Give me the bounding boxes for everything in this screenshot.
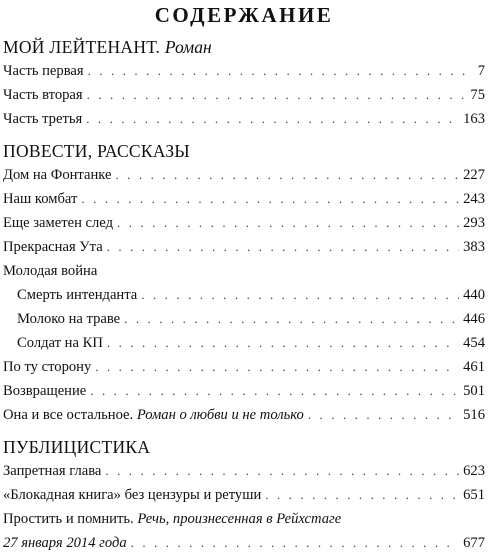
dot-leader	[90, 379, 459, 403]
toc-entry-title: Прекрасная Ута	[3, 239, 103, 255]
section-heading-my-lieutenant	[3, 35, 485, 59]
toc-entry-title: Дом на Фонтанке	[3, 167, 112, 183]
toc-entry-page: 454	[463, 335, 485, 351]
toc-entry[interactable]	[3, 83, 485, 107]
section-heading-text: МОЙ ЛЕЙТЕНАНТ.	[3, 37, 161, 57]
dot-leader	[105, 459, 459, 483]
toc-entry-page: 163	[463, 111, 485, 127]
section-heading-publicism	[3, 435, 485, 459]
dot-leader	[117, 211, 459, 235]
toc-entry-subtitle: 27 января 2014 года	[3, 535, 127, 551]
toc-entry-title: Часть первая	[3, 63, 84, 79]
page-title: СОДЕРЖАНИЕ	[154, 3, 334, 27]
toc-entry-title: Наш комбат	[3, 191, 78, 207]
toc-entry[interactable]	[3, 355, 485, 379]
section-heading-stories	[3, 139, 485, 163]
toc-entry-genre: Роман о любви и не только	[136, 407, 304, 423]
toc-entry-page: 677	[463, 535, 485, 551]
toc-entry-title: Солдат на КП	[17, 335, 103, 351]
toc-entry-subtitle: Речь, произнесенная в Рейхстаге	[137, 511, 342, 527]
toc-entry-page: 293	[463, 215, 485, 231]
dot-leader	[95, 355, 459, 379]
dot-leader	[265, 483, 459, 507]
toc-entry-multiline-last[interactable]	[3, 531, 485, 555]
toc-entry-page: 227	[463, 167, 485, 183]
toc-subentry[interactable]	[3, 307, 485, 331]
toc-subentry[interactable]	[3, 331, 485, 355]
toc-entry-page: 501	[463, 383, 485, 399]
toc-entry-title-main: Простить и помнить.	[3, 511, 134, 527]
toc-entry-title: Смерть интенданта	[17, 287, 138, 303]
dot-leader	[86, 107, 459, 131]
toc-group-label: Молодая война	[3, 263, 98, 279]
toc-entry-title: Еще заметен след	[3, 215, 114, 231]
toc-entry-page: 383	[463, 239, 485, 255]
toc-entry-page: 7	[477, 63, 485, 79]
dot-leader	[88, 59, 467, 83]
toc-entry-page: 243	[463, 191, 485, 207]
toc-entry[interactable]	[3, 163, 485, 187]
toc-entry[interactable]	[3, 403, 485, 427]
toc-entry-page: 446	[463, 311, 485, 327]
toc-entry[interactable]	[3, 235, 485, 259]
toc-entry-page: 75	[470, 87, 485, 103]
toc-entry[interactable]	[3, 459, 485, 483]
dot-leader	[115, 163, 459, 187]
toc-entry-multiline-first[interactable]	[3, 507, 485, 531]
dot-leader	[124, 307, 459, 331]
toc-entry-title: Часть вторая	[3, 87, 83, 103]
toc-entry-title: Возвращение	[3, 383, 87, 399]
dot-leader	[87, 83, 467, 107]
toc-entry-title: По ту сторону	[3, 359, 92, 375]
dot-leader	[131, 531, 459, 555]
toc-entry-title: «Блокадная книга» без цензуры и ретуши	[3, 487, 262, 503]
toc-entry-page: 440	[463, 287, 485, 303]
toc-entry-title: Молоко на траве	[17, 311, 121, 327]
dot-leader	[81, 187, 459, 211]
toc-entry-page: 651	[463, 487, 485, 503]
toc-subentry[interactable]	[3, 283, 485, 307]
toc-entry[interactable]	[3, 187, 485, 211]
section-heading-text: ПОВЕСТИ, РАССКАЗЫ	[3, 141, 190, 161]
toc-entry-page: 461	[463, 359, 485, 375]
dot-leader	[107, 331, 459, 355]
toc-entry[interactable]	[3, 107, 485, 131]
toc-entry[interactable]	[3, 379, 485, 403]
toc-entry-title: Запретная глава	[3, 463, 102, 479]
toc-entry[interactable]	[3, 211, 485, 235]
toc-entry-title-main: Она и все остальное.	[3, 407, 134, 423]
toc-entry[interactable]	[3, 483, 485, 507]
section-heading-text: ПУБЛИЦИСТИКА	[3, 437, 151, 457]
dot-leader	[141, 283, 459, 307]
dot-leader	[308, 403, 459, 427]
toc-entry-title	[3, 403, 304, 427]
toc-entry[interactable]	[3, 59, 485, 83]
section-heading-genre: Роман	[164, 37, 212, 57]
dot-leader	[107, 235, 459, 259]
toc-entry-title	[3, 531, 127, 555]
toc-entry-page: 623	[463, 463, 485, 479]
toc-entry-title: Часть третья	[3, 111, 83, 127]
toc-entry-page: 516	[463, 407, 485, 423]
